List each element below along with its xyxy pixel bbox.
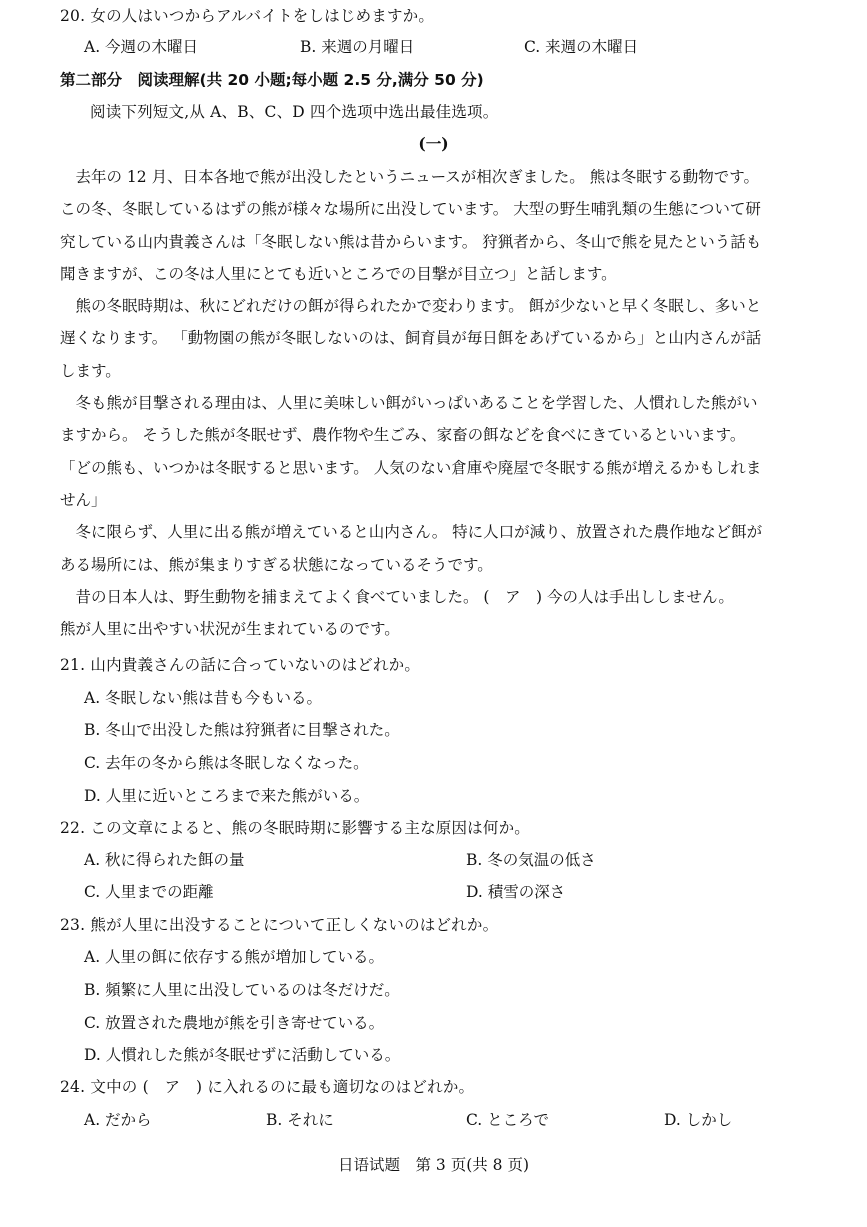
q24-option-a: A. だから: [84, 1111, 152, 1129]
q24-option-d: D. しかし: [664, 1111, 733, 1129]
passage-line: ますから。 そうした熊が冬眠せず、農作物や生ごみ、家畜の餌などを食べにきているといいます。: [60, 426, 746, 445]
section-instruction: 阅读下列短文,从 A、B、C、D 四个选项中选出最佳选项。: [90, 103, 499, 121]
q22-option-a: A. 秋に得られた餌の量: [84, 851, 245, 869]
passage-line: 遅くなります。 「動物園の熊が冬眠しないのは、飼育員が毎日餌をあげているから」と山内さんが話: [60, 329, 762, 348]
question-22: 22. この文章によると、熊の冬眠時期に影響する主な原因は何か。: [60, 819, 530, 837]
q21-option-d: D. 人里に近いところまで来た熊がいる。: [84, 787, 370, 805]
q24-option-b: B. それに: [266, 1111, 334, 1129]
passage-line: この冬、冬眠しているはずの熊が様々な場所に出没しています。 大型の野生哺乳類の生態について研: [60, 200, 761, 219]
page-footer: 日语试题 第 3 页(共 8 页): [337, 1156, 530, 1174]
passage-line: 冬に限らず、人里に出る熊が増えていると山内さん。 特に人口が減り、放置された農作地など餌が: [60, 523, 763, 542]
q21-option-c: C. 去年の冬から熊は冬眠しなくなった。: [84, 754, 369, 772]
q23-option-b: B. 頻繁に人里に出没しているのは冬だけだ。: [84, 981, 400, 999]
section-heading: 第二部分 阅读理解(共 20 小题;每小题 2.5 分,满分 50 分): [60, 71, 484, 89]
passage-line: 熊が人里に出やすい状況が生まれているのです。: [60, 620, 400, 639]
question-24: 24. 文中の ( ア ) に入れるのに最も適切なのはどれか。: [60, 1078, 475, 1096]
q20-option-c: C. 来週の木曜日: [524, 38, 639, 56]
q20-option-a: A. 今週の木曜日: [84, 38, 199, 56]
q20-option-b: B. 来週の月曜日: [300, 38, 415, 56]
q22-option-d: D. 積雪の深さ: [466, 883, 566, 901]
passage-number: (一): [418, 134, 449, 153]
q23-option-d: D. 人慣れした熊が冬眠せずに活動している。: [84, 1046, 401, 1064]
q24-option-c: C. ところで: [466, 1111, 550, 1129]
passage-line: 聞きますが、この冬は人里にとても近いところでの目撃が目立つ」と話します。: [60, 264, 617, 283]
passage-line: 究している山内貴義さんは「冬眠しない熊は昔からいます。 狩猟者から、冬山で熊を見たという話も: [60, 232, 762, 251]
q22-option-b: B. 冬の気温の低さ: [466, 851, 596, 869]
question-20: 20. 女の人はいつからアルバイトをしはじめますか。: [60, 7, 435, 25]
passage-line: 熊の冬眠時期は、秋にどれだけの餌が得られたかで変わります。 餌が少ないと早く冬眠し、多いと: [60, 297, 762, 316]
passage-line: ある場所には、熊が集まりすぎる状態になっているそうです。: [60, 555, 493, 574]
passage-line: 冬も熊が目撃される理由は、人里に美味しい餌がいっぱいあることを学習した、人慣れした熊がい: [60, 394, 758, 413]
passage-body: [60, 167, 820, 651]
passage-line: 「どの熊も、いつかは冬眠すると思います。 人気のない倉庫や廃屋で冬眠する熊が増えるかもしれま: [60, 458, 762, 477]
q21-option-a: A. 冬眠しない熊は昔も今もいる。: [84, 689, 323, 707]
q22-option-c: C. 人里までの距離: [84, 883, 214, 901]
passage-line: 去年の 12 月、日本各地で熊が出没したというニュースが相次ぎました。 熊は冬眠する動物です。: [60, 168, 759, 186]
passage-line: します。: [60, 361, 121, 380]
question-21: 21. 山内貴義さんの話に合っていないのはどれか。: [60, 656, 421, 674]
question-23: 23. 熊が人里に出没することについて正しくないのはどれか。: [60, 916, 499, 934]
q23-option-a: A. 人里の餌に依存する熊が増加している。: [84, 948, 385, 966]
q21-option-b: B. 冬山で出没した熊は狩猟者に目撃された。: [84, 721, 400, 739]
passage-line: 昔の日本人は、野生動物を捕まえてよく食べていました。 ( ア ) 今の人は手出ししません。: [60, 587, 734, 606]
q23-option-c: C. 放置された農地が熊を引き寄せている。: [84, 1014, 385, 1032]
passage-line: せん」: [60, 490, 107, 509]
